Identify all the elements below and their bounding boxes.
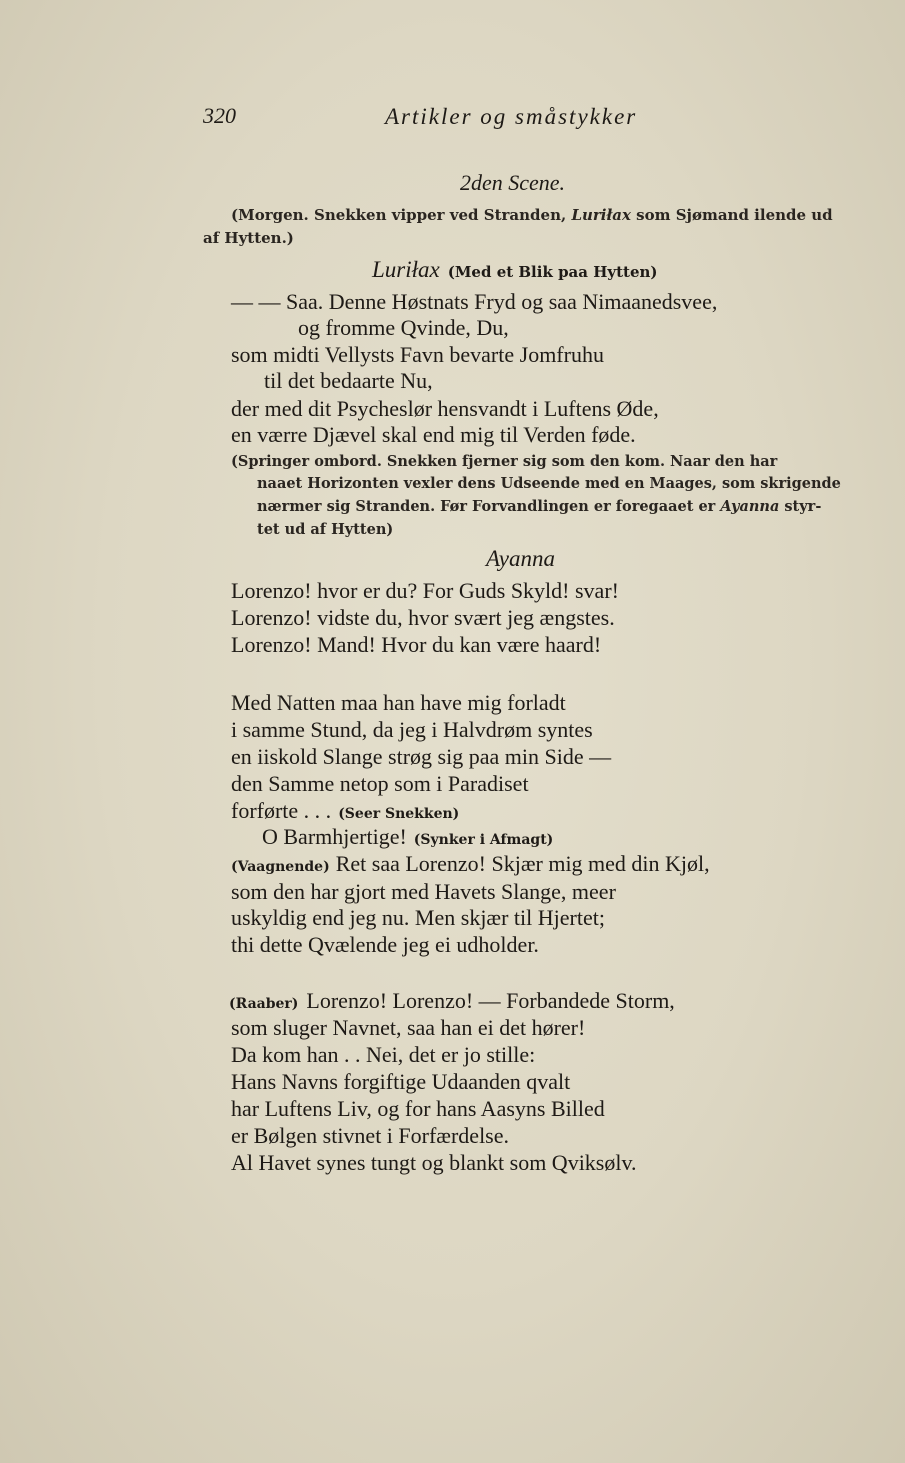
- verse-text: Ret saa Lorenzo! Skjær mig med din Kjøl,: [335, 851, 710, 876]
- verse-line: den Samme netop som i Paradiset: [231, 771, 529, 796]
- verse-line: Lorenzo! Mand! Hvor du kan være haard!: [231, 632, 602, 657]
- character-name: Luriłax: [571, 206, 631, 224]
- verse-line: Lorenzo! hvor er du? For Guds Skyld! svar!: [231, 578, 619, 603]
- stage-direction-line: naaet Horizonten vexler dens Udseende med en Maages, som skrigende: [257, 475, 841, 492]
- inline-stage-direction: (Vaagnende): [231, 859, 330, 875]
- page-number: 320: [203, 103, 236, 128]
- scene-title: 2den Scene.: [460, 170, 566, 195]
- stage-direction-text: (Morgen. Snekken vipper ved Stranden,: [231, 206, 572, 224]
- verse-line: thi dette Qvælende jeg ei udholder.: [231, 932, 539, 957]
- inline-stage-direction: (Synker i Afmagt): [413, 832, 554, 848]
- verse-line: og fromme Qvinde, Du,: [298, 315, 509, 340]
- verse-text: Lorenzo! Lorenzo! — Forbandede Storm,: [306, 988, 675, 1013]
- verse-line: er Bølgen stivnet i Forfærdelse.: [231, 1123, 510, 1148]
- verse-line: [231, 851, 710, 877]
- inline-stage-direction: (Raaber): [229, 996, 299, 1012]
- verse-line: — — Saa. Denne Høstnats Fryd og saa Nimaanedsvee,: [231, 289, 718, 314]
- stage-direction-text: styr-: [779, 498, 822, 515]
- verse-line: [229, 988, 675, 1014]
- verse-line: til det bedaarte Nu,: [264, 368, 433, 393]
- verse-line: som sluger Navnet, saa han ei det hører!: [231, 1015, 586, 1040]
- stage-direction-line: af Hytten.): [203, 229, 294, 247]
- verse-line: Al Havet synes tungt og blankt som Qviksølv.: [231, 1150, 637, 1175]
- stage-direction-line: tet ud af Hytten): [257, 521, 394, 538]
- inline-stage-direction: (Seer Snekken): [338, 806, 460, 822]
- verse-line: uskyldig end jeg nu. Men skjær til Hjertet;: [231, 905, 605, 930]
- verse-line: som midti Vellysts Favn bevarte Jomfruhu: [231, 342, 604, 367]
- character-name: Ayanna: [720, 498, 780, 515]
- stage-direction-line: [257, 498, 821, 515]
- verse-line: Da kom han . . Nei, det er jo stille:: [231, 1042, 536, 1067]
- stage-direction-text: som Sjømand ilende ud: [630, 206, 833, 224]
- stage-direction-line: [231, 206, 833, 224]
- verse-line: [262, 824, 553, 850]
- verse-line: en iiskold Slange strøg sig paa min Side —: [231, 744, 612, 769]
- verse-line: i samme Stund, da jeg i Halvdrøm syntes: [231, 717, 593, 742]
- verse-line: Lorenzo! vidste du, hvor svært jeg ængstes.: [231, 605, 615, 630]
- speaker-heading: [372, 257, 658, 283]
- speaker-name: Luriłax: [372, 257, 440, 282]
- running-title: Artikler og småstykker: [385, 104, 638, 129]
- verse-line: Med Natten maa han have mig forladt: [231, 690, 566, 715]
- verse-line: har Luftens Liv, og for hans Aasyns Billed: [231, 1096, 605, 1121]
- speaker-name: Ayanna: [486, 546, 555, 571]
- verse-line: Hans Navns forgiftige Udaanden qvalt: [231, 1069, 571, 1094]
- speaker-direction: (Med et Blik paa Hytten): [447, 263, 658, 281]
- verse-text: O Barmhjertige!: [262, 824, 407, 849]
- verse-line: der med dit Psycheslør hensvandt i Luftens Øde,: [231, 396, 659, 421]
- stage-direction-line: (Springer ombord. Snekken fjerner sig som den kom. Naar den har: [231, 453, 778, 470]
- verse-line: som den har gjort med Havets Slange, meer: [231, 879, 616, 904]
- verse-text: forførte . . .: [231, 798, 332, 823]
- verse-line: en værre Djævel skal end mig til Verden føde.: [231, 422, 636, 447]
- verse-line: [231, 798, 459, 824]
- stage-direction-text: nærmer sig Stranden. Før Forvandlingen er foregaaet er: [257, 498, 721, 515]
